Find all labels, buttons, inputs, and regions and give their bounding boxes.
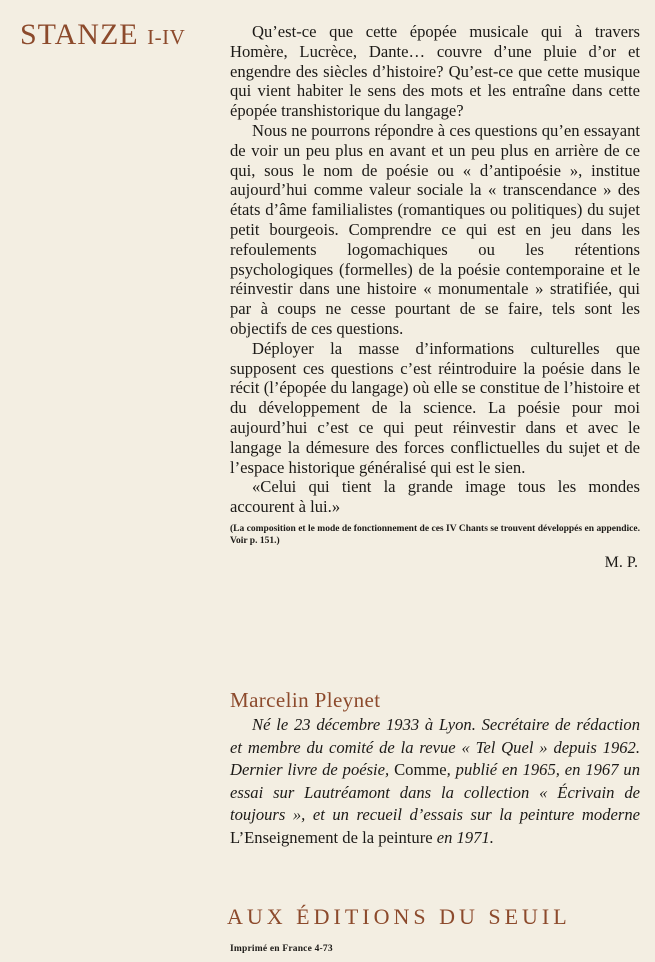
blurb-paragraph-3: Déployer la masse d’informations culturelles que supposent ces questions c’est réintroduire la poésie dans le récit (l’épopée du langage) où elle se constitue de l’histoire et du développement de la science. La poésie pour moi aujourd’hui c’est ce qui peut réinvestir dans et avec le langage la démesure des forces conflictuelles du sujet et de l’espace historique généralisé qui est le sien. bbox=[230, 338, 640, 477]
bio-book-title-enseignement: L’Enseignement de la peinture bbox=[230, 827, 433, 847]
publisher-name: AUX ÉDITIONS DU SEUIL bbox=[227, 904, 571, 929]
blurb-quote: «Celui qui tient la grande image tous les mondes accourent à lui.» bbox=[230, 477, 640, 517]
blurb-paragraph-1: Qu’est-ce que cette épopée musicale qui à travers Homère, Lucrèce, Dante… couvre d’une pluie d’or et engendre des siècles d’histoire? Qu’est-ce que cette musique qui vient habiter le sens des mots et les entraîne dans cette épopée transhistorique du langage? bbox=[230, 22, 640, 121]
author-initials: M. P. bbox=[604, 553, 638, 571]
author-name: Marcelin Pleynet bbox=[230, 688, 381, 712]
author-bio bbox=[230, 714, 640, 849]
appendix-note: (La composition et le mode de fonctionnement de ces IV Chants se trouvent développés en appendice. Voir p. 151.) bbox=[230, 523, 640, 546]
book-title-suffix: I-IV bbox=[147, 25, 186, 49]
printed-in-france: Imprimé en France 4-73 bbox=[230, 944, 333, 954]
bio-book-title-comme: Comme bbox=[394, 760, 447, 779]
book-title-main: STANZE bbox=[20, 18, 139, 51]
blurb-text bbox=[230, 22, 640, 573]
bio-part-1: Né le 23 décembre 1933 à Lyon. Secrétaire de rédaction et membre du comité de la revue « Tel Quel » depuis 1962. Dernier livre de poésie, bbox=[230, 715, 640, 779]
bio-part-2: , publié en 1965, en 1967 un essai sur Lautréamont dans la collection « Écrivain de toujours », et un recueil d’essais sur la peinture moderne bbox=[230, 760, 640, 824]
book-title bbox=[20, 20, 185, 50]
bio-part-3: en 1971. bbox=[432, 827, 494, 847]
blurb-paragraph-2: Nous ne pourrons répondre à ces questions qu’en essayant de voir un peu plus en avant et un peu plus en arrière de ce qui, sous le nom de poésie ou « d’antipoésie », institue aujourd’hui comme valeur sociale la « transcendance » des états d’âme familialistes (romantiques ou politiques) du sujet petit bourgeois. Comprendre ce qui est en jeu dans les refoulements logomachiques ou les rétentions psychologiques (formelles) de la poésie contemporaine et le réinvestir dans une histoire « monumentale » stratifiée, qui par à coups ne cesse pourtant de se faire, tels sont les objectifs de ces questions. bbox=[230, 120, 640, 338]
